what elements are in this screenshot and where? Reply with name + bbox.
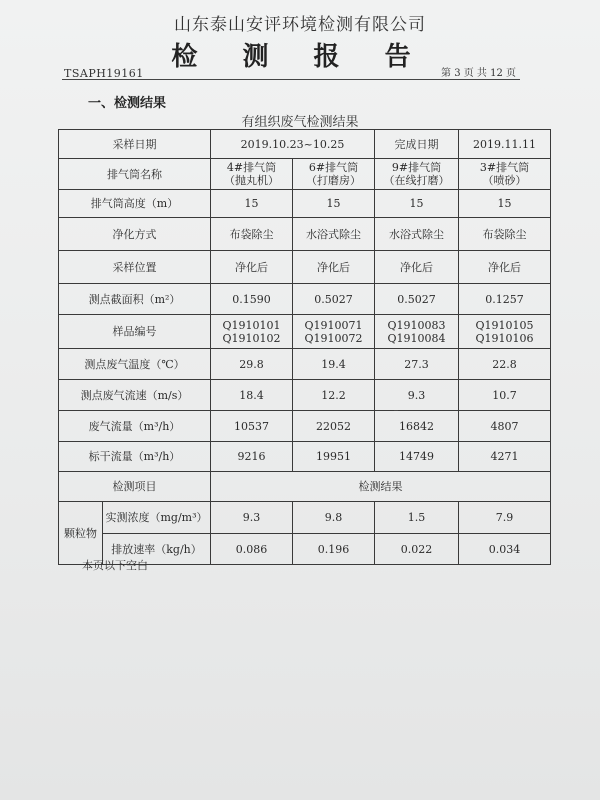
- cell-value: 7.9: [459, 502, 551, 534]
- stray-mark: [394, 410, 398, 411]
- cell-value: 9.8: [293, 502, 375, 534]
- cell-value: 9.3: [211, 502, 293, 534]
- footer-note: 本页以下空白: [82, 559, 148, 572]
- sample-no-cell: Q1910105 Q1910106: [459, 315, 551, 349]
- row-label: 采样位置: [59, 251, 211, 284]
- table-row: [59, 190, 551, 218]
- stack-name-cell: 6#排气筒 （打磨房）: [293, 159, 375, 190]
- stack-name-cell: 9#排气筒 （在线打磨）: [375, 159, 459, 190]
- cell-value: 净化后: [293, 251, 375, 284]
- table-row: [59, 349, 551, 380]
- sample-no-cell: Q1910083 Q1910084: [375, 315, 459, 349]
- results-table: [58, 129, 551, 565]
- cell-value: 0.196: [293, 534, 375, 565]
- cell-value: 15: [375, 190, 459, 218]
- table-row: [59, 218, 551, 251]
- section-title: 一、检测结果: [88, 96, 167, 111]
- row-label: 标干流量（m³/h）: [59, 442, 211, 472]
- report-number: TSAPH19161: [64, 67, 144, 80]
- item-label: 检测项目: [59, 472, 211, 502]
- row-label: 测点废气流速（m/s）: [59, 380, 211, 411]
- cell-value: 0.5027: [293, 284, 375, 315]
- cell-value: 16842: [375, 411, 459, 442]
- cell-value: 10.7: [459, 380, 551, 411]
- sample-no-cell: Q1910071 Q1910072: [293, 315, 375, 349]
- cell-value: 1.5: [375, 502, 459, 534]
- sampling-date-value: 2019.10.23~10.25: [211, 130, 375, 159]
- page-indicator: 第 3 页 共 12 页: [441, 68, 516, 79]
- cell-value: 0.034: [459, 534, 551, 565]
- cell-value: 净化后: [459, 251, 551, 284]
- report-title: 检 测 报 告: [171, 42, 429, 72]
- table-row: [59, 284, 551, 315]
- table-row: [59, 442, 551, 472]
- cell-value: 15: [293, 190, 375, 218]
- row-label: 排气筒高度（m）: [59, 190, 211, 218]
- cell-value: 4271: [459, 442, 551, 472]
- row-label: 净化方式: [59, 218, 211, 251]
- cell-value: 22052: [293, 411, 375, 442]
- cell-value: 净化后: [375, 251, 459, 284]
- stack-name-label: 排气筒名称: [59, 159, 211, 190]
- cell-value: 水浴式除尘: [375, 218, 459, 251]
- table-row: [59, 159, 551, 190]
- row-label: 实测浓度（mg/m³）: [103, 502, 211, 534]
- cell-value: 15: [211, 190, 293, 218]
- header-divider: [62, 79, 520, 80]
- cell-value: 27.3: [375, 349, 459, 380]
- cell-value: 水浴式除尘: [293, 218, 375, 251]
- cell-value: 15: [459, 190, 551, 218]
- table-row: [59, 130, 551, 159]
- cell-value: 净化后: [211, 251, 293, 284]
- cell-value: 4807: [459, 411, 551, 442]
- result-label: 检测结果: [211, 472, 551, 502]
- table-row: [59, 380, 551, 411]
- stack-name-cell: 3#排气筒 （喷砂）: [459, 159, 551, 190]
- cell-value: 布袋除尘: [459, 218, 551, 251]
- row-label: 测点废气温度（℃）: [59, 349, 211, 380]
- row-label: 废气流量（m³/h）: [59, 411, 211, 442]
- row-label: 排放速率（kg/h）: [103, 534, 211, 565]
- cell-value: 布袋除尘: [211, 218, 293, 251]
- cell-value: 14749: [375, 442, 459, 472]
- company-name: 山东泰山安评环境检测有限公司: [174, 15, 426, 35]
- table-row: [59, 472, 551, 502]
- cell-value: 0.086: [211, 534, 293, 565]
- cell-value: 0.1257: [459, 284, 551, 315]
- table-row: [59, 315, 551, 349]
- table-row: [59, 251, 551, 284]
- cell-value: 22.8: [459, 349, 551, 380]
- sampling-date-label: 采样日期: [59, 130, 211, 159]
- table-caption: 有组织废气检测结果: [241, 115, 359, 130]
- sample-no-cell: Q1910101 Q1910102: [211, 315, 293, 349]
- cell-value: 0.5027: [375, 284, 459, 315]
- cell-value: 9.3: [375, 380, 459, 411]
- cell-value: 10537: [211, 411, 293, 442]
- table-row: [59, 502, 551, 534]
- cell-value: 0.022: [375, 534, 459, 565]
- row-label: 样品编号: [59, 315, 211, 349]
- row-label: 测点截面积（m²）: [59, 284, 211, 315]
- cell-value: 19.4: [293, 349, 375, 380]
- cell-value: 29.8: [211, 349, 293, 380]
- cell-value: 0.1590: [211, 284, 293, 315]
- completion-date-value: 2019.11.11: [459, 130, 551, 159]
- cell-value: 9216: [211, 442, 293, 472]
- stack-name-cell: 4#排气筒 （抛丸机）: [211, 159, 293, 190]
- completion-date-label: 完成日期: [375, 130, 459, 159]
- pollutant-name: 颗粒物: [59, 502, 103, 565]
- cell-value: 18.4: [211, 380, 293, 411]
- cell-value: 12.2: [293, 380, 375, 411]
- cell-value: 19951: [293, 442, 375, 472]
- table-row: [59, 411, 551, 442]
